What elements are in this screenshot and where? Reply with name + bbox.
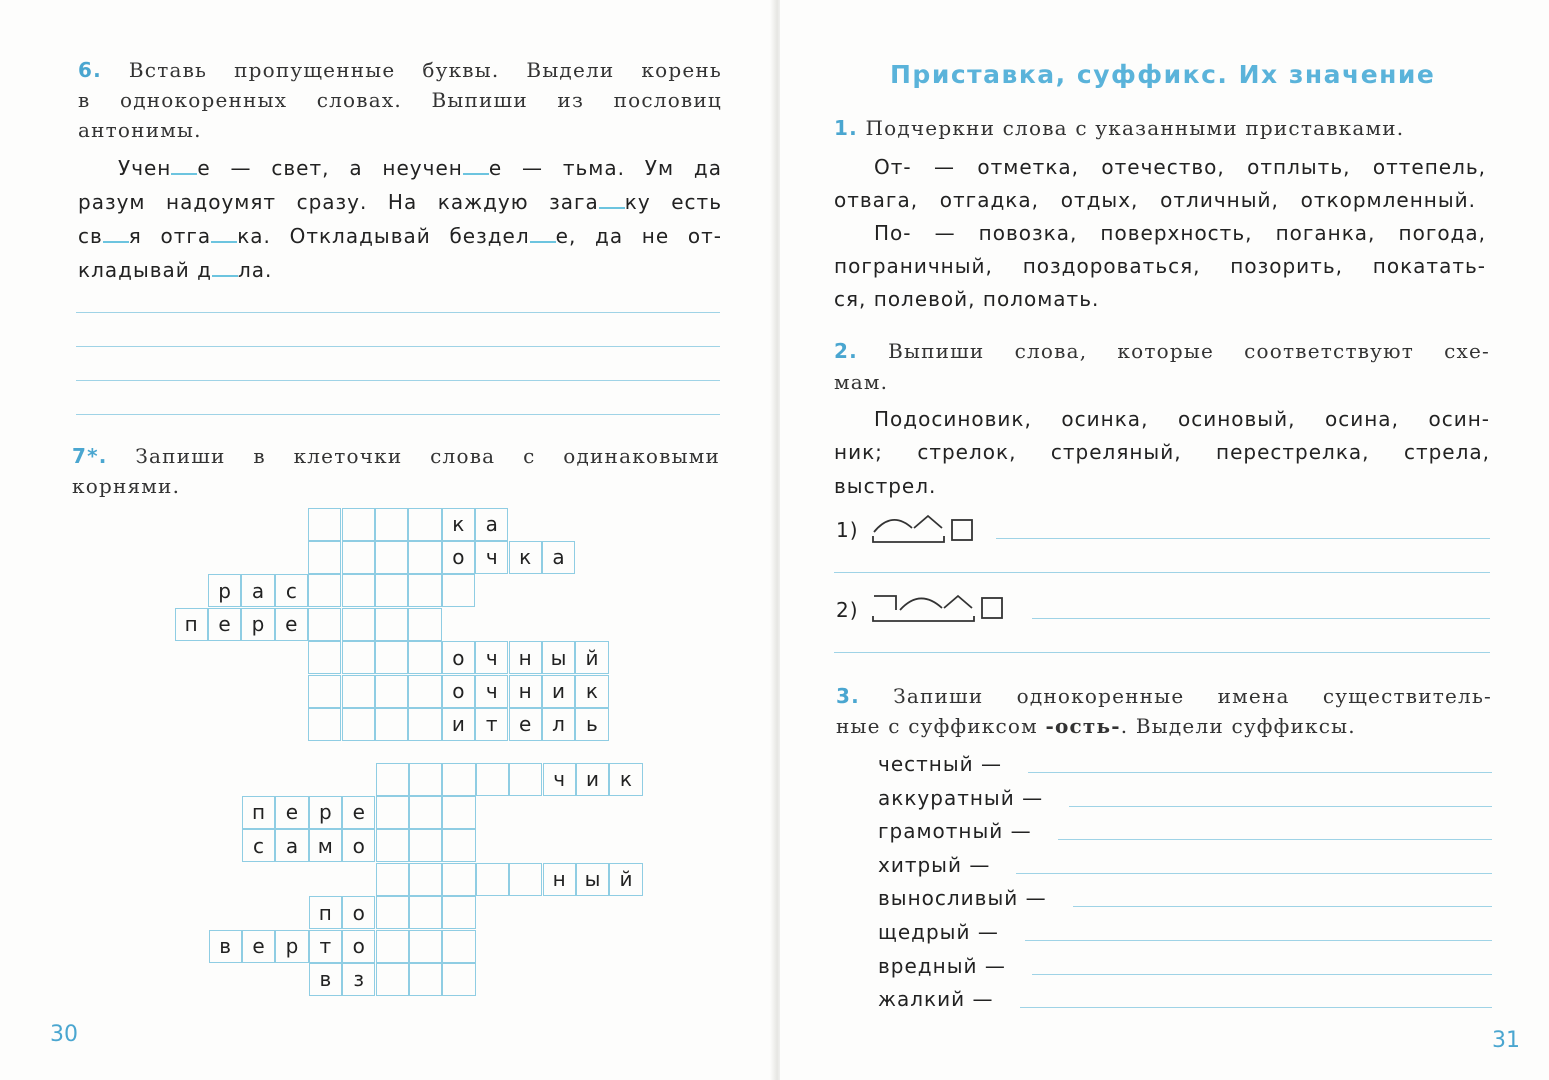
crossword-cell[interactable] xyxy=(342,508,375,541)
crossword-cell[interactable]: т xyxy=(475,708,508,741)
task1-po-line3[interactable]: ся, полевой, поломать. xyxy=(834,287,1100,311)
task2-words-line3: выстрел. xyxy=(834,474,937,498)
answer-line[interactable] xyxy=(834,652,1490,653)
task7-number: 7*. xyxy=(72,444,108,468)
crossword-cell[interactable] xyxy=(375,541,408,574)
crossword-cell[interactable] xyxy=(375,641,408,674)
task6-proverb-line4: кладывай д ла. xyxy=(78,258,273,282)
task3-instruction-line2: ные с суффиксом -ость-. Выдели суффиксы. xyxy=(836,714,1356,738)
missing-letter-blank[interactable] xyxy=(599,203,625,209)
crossword-cell[interactable]: к xyxy=(609,763,642,796)
crossword-cell[interactable] xyxy=(342,708,375,741)
crossword-cell[interactable]: о xyxy=(442,675,475,708)
missing-letter-blank[interactable] xyxy=(211,237,237,243)
task1-instruction: 1. Подчеркни слова с указанными приставками. xyxy=(834,116,1405,140)
crossword-cell[interactable]: ы xyxy=(542,641,575,674)
crossword-cell[interactable]: п xyxy=(175,608,208,641)
crossword-cell[interactable] xyxy=(342,608,375,641)
page-number-left: 30 xyxy=(50,1022,78,1047)
task6-instruction-line2: в однокоренных словах. Выпиши из пословиц xyxy=(78,88,722,112)
crossword-cell[interactable]: к xyxy=(442,508,475,541)
page-number-right: 31 xyxy=(1492,1028,1520,1053)
answer-line[interactable] xyxy=(1069,806,1492,807)
task3-word: грамотный — xyxy=(878,819,1032,844)
crossword-cell[interactable] xyxy=(442,930,475,963)
crossword-cell[interactable] xyxy=(408,641,441,674)
crossword-cell[interactable]: ч xyxy=(475,675,508,708)
crossword-cell[interactable] xyxy=(376,963,409,996)
crossword-cell[interactable]: н xyxy=(543,863,576,896)
crossword-cell[interactable]: т xyxy=(309,930,342,963)
crossword-cell[interactable]: й xyxy=(609,863,642,896)
answer-line[interactable] xyxy=(1058,839,1492,840)
answer-line[interactable] xyxy=(76,380,720,381)
crossword-cell[interactable] xyxy=(308,541,341,574)
task6-proverb-line1: Учен е — свет, а неучен е — тьма. Ум да xyxy=(118,156,722,180)
suffix-highlight: -ость- xyxy=(1045,714,1121,738)
word-scheme-prefix-root-suffix-ending-icon xyxy=(870,588,1010,628)
crossword-cell[interactable] xyxy=(476,763,509,796)
answer-line[interactable] xyxy=(834,572,1490,573)
crossword-cell[interactable] xyxy=(409,796,442,829)
crossword-cell[interactable]: ч xyxy=(475,641,508,674)
crossword-cell[interactable] xyxy=(376,796,409,829)
crossword-cell[interactable]: ч xyxy=(475,541,508,574)
crossword-cell[interactable]: ч xyxy=(543,763,576,796)
crossword-cell[interactable] xyxy=(308,574,341,607)
task3-number: 3. xyxy=(836,684,860,708)
crossword-cell[interactable] xyxy=(509,763,542,796)
crossword-cell[interactable]: о xyxy=(442,541,475,574)
crossword-cell[interactable]: в xyxy=(209,930,242,963)
task3-word: жалкий — xyxy=(878,987,994,1012)
missing-letter-blank[interactable] xyxy=(530,237,556,243)
crossword-cell[interactable] xyxy=(376,829,409,862)
crossword-cell[interactable]: з xyxy=(342,963,375,996)
crossword-cell[interactable] xyxy=(408,608,441,641)
crossword-cell[interactable]: а xyxy=(542,541,575,574)
task3-word: вредный — xyxy=(878,953,1006,978)
crossword-cell[interactable]: и xyxy=(442,708,475,741)
crossword-cell[interactable]: н xyxy=(509,675,542,708)
crossword-cell[interactable] xyxy=(375,675,408,708)
task3-word: честный — xyxy=(878,752,1002,776)
crossword-cell[interactable]: р xyxy=(208,574,241,607)
task3-word: щедрый — xyxy=(878,920,999,944)
crossword-cell[interactable]: н xyxy=(509,641,542,674)
crossword-cell[interactable]: о xyxy=(442,641,475,674)
crossword-cell[interactable]: ы xyxy=(576,863,609,896)
task6-number: 6. xyxy=(78,58,102,82)
crossword-cell[interactable]: о xyxy=(342,930,375,963)
answer-line[interactable] xyxy=(76,414,720,415)
missing-letter-blank[interactable] xyxy=(212,271,238,277)
answer-line[interactable] xyxy=(996,538,1490,539)
task1-ot-line2[interactable]: отвага, отгадка, отдых, отличный, откормленный. xyxy=(834,188,1476,212)
crossword-cell[interactable]: п xyxy=(242,796,275,829)
crossword-cell[interactable]: е xyxy=(242,930,275,963)
crossword-cell[interactable] xyxy=(376,930,409,963)
task6-instruction-line1: 6. Вставь пропущенные буквы. Выдели корень xyxy=(78,58,722,82)
crossword-cell[interactable]: с xyxy=(242,829,275,862)
answer-line[interactable] xyxy=(1032,618,1490,619)
word-scheme-root-suffix-ending-icon xyxy=(870,510,978,548)
crossword-cell[interactable] xyxy=(408,541,441,574)
crossword-cell[interactable] xyxy=(342,574,375,607)
task2-instruction-line1: 2. Выпиши слова, которые соответствуют схе- xyxy=(834,339,1491,363)
crossword-cell[interactable] xyxy=(408,508,441,541)
crossword-cell[interactable]: о xyxy=(342,829,375,862)
crossword-cell[interactable] xyxy=(308,508,341,541)
crossword-cell[interactable]: п xyxy=(309,896,342,929)
answer-line[interactable] xyxy=(1032,974,1492,975)
scheme1-label: 1) xyxy=(836,518,859,542)
section-title: Приставка, суффикс. Их значение xyxy=(890,60,1436,89)
task1-po-line1[interactable]: По- — повозка, поверхность, поганка, погода, xyxy=(874,221,1486,245)
crossword-cell[interactable] xyxy=(442,763,475,796)
task1-po-line2[interactable]: пограничный, поздороваться, позорить, покатать- xyxy=(834,254,1486,278)
crossword-cell[interactable] xyxy=(375,608,408,641)
crossword-cell[interactable] xyxy=(442,896,475,929)
crossword-cell[interactable] xyxy=(409,829,442,862)
task2-words-line2: ник; стрелок, стреляный, перестрелка, стрела, xyxy=(834,440,1490,464)
task6-instruction-line3: антонимы. xyxy=(78,118,202,142)
crossword-cell[interactable]: р xyxy=(241,608,274,641)
crossword-cell[interactable]: е xyxy=(342,796,375,829)
crossword-cell[interactable] xyxy=(408,675,441,708)
answer-line[interactable] xyxy=(1073,906,1492,907)
crossword-cell[interactable]: и xyxy=(542,675,575,708)
task3-word: выносливый — xyxy=(878,886,1047,911)
missing-letter-blank[interactable] xyxy=(103,237,129,243)
crossword-cell[interactable]: р xyxy=(309,796,342,829)
task7-instruction-line2: корнями. xyxy=(72,474,181,498)
crossword-cell[interactable] xyxy=(342,641,375,674)
crossword-cell[interactable] xyxy=(376,763,409,796)
crossword-cell[interactable]: к xyxy=(575,675,608,708)
crossword-cell[interactable]: е xyxy=(509,708,542,741)
crossword-cell[interactable] xyxy=(409,963,442,996)
answer-line[interactable] xyxy=(1028,772,1492,773)
answer-line[interactable] xyxy=(1016,873,1492,874)
crossword-cell[interactable] xyxy=(375,574,408,607)
answer-line[interactable] xyxy=(1025,940,1492,941)
crossword-cell[interactable] xyxy=(342,675,375,708)
crossword-cell[interactable]: к xyxy=(509,541,542,574)
crossword-cell[interactable] xyxy=(376,863,409,896)
right-page xyxy=(780,0,1549,1080)
task3-word: хитрый — xyxy=(878,852,991,877)
crossword-cell[interactable]: и xyxy=(576,763,609,796)
crossword-cell[interactable] xyxy=(409,896,442,929)
crossword-cell[interactable] xyxy=(442,863,475,896)
task6-proverb-line3: св я отга ка. Откладывай бездел е, да не от- xyxy=(78,224,722,248)
crossword-cell[interactable] xyxy=(342,541,375,574)
missing-letter-blank[interactable] xyxy=(463,169,489,175)
crossword-cell[interactable] xyxy=(409,763,442,796)
crossword-cell[interactable]: е xyxy=(208,608,241,641)
crossword-cell[interactable]: е xyxy=(275,608,308,641)
task2-number: 2. xyxy=(834,339,858,363)
crossword-cell[interactable] xyxy=(442,574,475,607)
crossword-cell[interactable]: ь xyxy=(575,708,608,741)
crossword-cell[interactable] xyxy=(409,930,442,963)
crossword-cell[interactable] xyxy=(442,829,475,862)
crossword-cell[interactable]: м xyxy=(309,829,342,862)
task2-instruction-line2: мам. xyxy=(834,370,889,394)
crossword-cell[interactable] xyxy=(308,641,341,674)
crossword-cell[interactable] xyxy=(409,863,442,896)
crossword-cell[interactable] xyxy=(509,863,542,896)
task6-proverb-line2: разум надоумят сразу. На каждую зага ку есть xyxy=(78,190,722,214)
crossword-cell[interactable]: й xyxy=(575,641,608,674)
task3-word: аккуратный — xyxy=(878,785,1044,810)
scheme2-label: 2) xyxy=(836,598,859,622)
crossword-cell[interactable] xyxy=(376,896,409,929)
crossword-cell[interactable] xyxy=(375,708,408,741)
task3-instruction-line1: 3. Запиши однокоренные имена существитель- xyxy=(836,684,1492,708)
crossword-cell[interactable] xyxy=(442,796,475,829)
crossword-cell[interactable]: в xyxy=(309,963,342,996)
task7-instruction-line1: 7*. Запиши в клеточки слова с одинаковыми xyxy=(72,444,720,468)
crossword-cell[interactable] xyxy=(308,708,341,741)
crossword-cell[interactable] xyxy=(375,508,408,541)
crossword-cell[interactable] xyxy=(476,863,509,896)
crossword-cell[interactable] xyxy=(408,574,441,607)
crossword-cell[interactable] xyxy=(308,608,341,641)
answer-line[interactable] xyxy=(1020,1007,1492,1008)
crossword-cell[interactable]: о xyxy=(342,896,375,929)
answer-line[interactable] xyxy=(76,346,720,347)
crossword-cell[interactable] xyxy=(442,963,475,996)
task1-number: 1. xyxy=(834,116,858,140)
crossword-cell[interactable]: л xyxy=(542,708,575,741)
crossword-cell[interactable]: е xyxy=(275,796,308,829)
crossword-cell[interactable] xyxy=(408,708,441,741)
crossword-cell[interactable]: с xyxy=(275,574,308,607)
crossword-cell[interactable] xyxy=(308,675,341,708)
missing-letter-blank[interactable] xyxy=(171,169,197,175)
task2-words-line1: Подосиновик, осинка, осиновый, осина, осин- xyxy=(874,407,1490,431)
crossword-cell[interactable]: а xyxy=(275,829,308,862)
task1-ot-line1[interactable]: От- — отметка, отечество, отплыть, оттепель, xyxy=(874,155,1486,179)
crossword-cell[interactable]: р xyxy=(275,930,308,963)
answer-line[interactable] xyxy=(76,312,720,313)
crossword-cell[interactable]: а xyxy=(475,508,508,541)
crossword-cell[interactable]: а xyxy=(241,574,274,607)
